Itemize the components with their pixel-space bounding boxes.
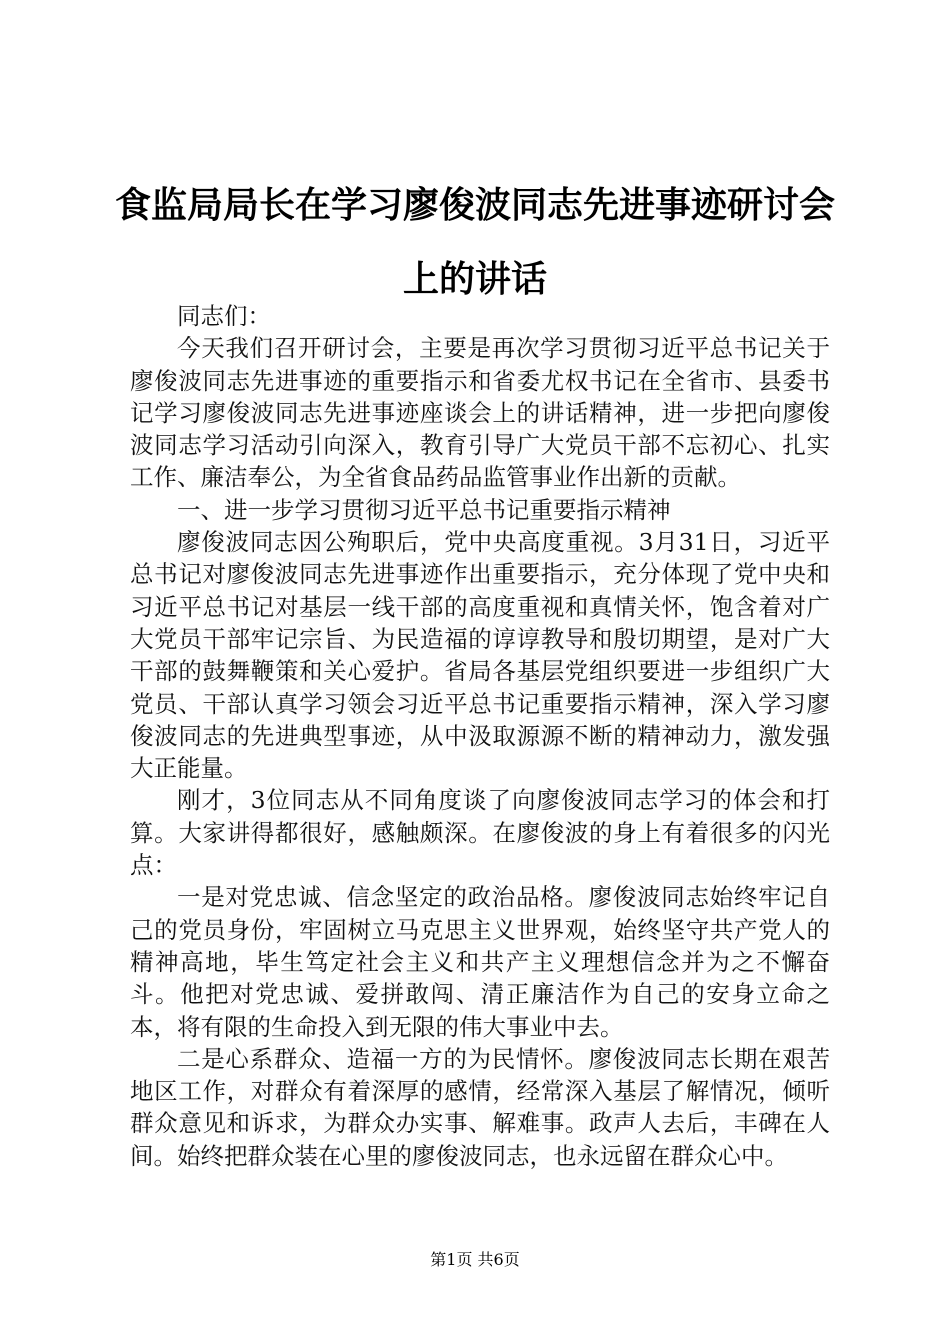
document-title: 食监局局长在学习廖俊波同志先进事迹研讨会上的讲话 — [114, 184, 835, 300]
document-body — [130, 300, 830, 1172]
page-footer: 第1页 共6页 — [430, 1250, 520, 1269]
paragraph: 今天我们召开研讨会，主要是再次学习贯彻习近平总书记关于廖俊波同志先进事迹的重要指示和省委尤权书记在全省市、县委书记学习廖俊波同志先进事迹座谈会上的讲话精神，进一步把向廖俊波同志学习活动引向深入，教育引导广大党员干部不忘初心、扎实工作、廉洁奉公，为全省食品药品监管事业作出新的贡献。 — [130, 334, 830, 492]
paragraph: 一是对党忠诚、信念坚定的政治品格。廖俊波同志始终牢记自己的党员身份，牢固树立马克思主义世界观，始终坚守共产党人的精神高地，毕生笃定社会主义和共产主义理想信念并为之不懈奋斗。他把对党忠诚、爱拼敢闯、清正廉洁作为自己的安身立命之本，将有限的生命投入到无限的伟大事业中去。 — [130, 883, 830, 1041]
paragraph: 刚才，3位同志从不同角度谈了向廖俊波同志学习的体会和打算。大家讲得都很好，感触颇深。在廖俊波的身上有着很多的闪光点： — [130, 786, 830, 880]
paragraph: 二是心系群众、造福一方的为民情怀。廖俊波同志长期在艰苦地区工作，对群众有着深厚的感情，经常深入基层了解情况，倾听群众意见和诉求，为群众办实事、解难事。政声人去后，丰碑在人间。始终把群众装在心里的廖俊波同志，也永远留在群众心中。 — [130, 1044, 830, 1170]
section-heading: 一、进一步学习贯彻习近平总书记重要指示精神 — [177, 495, 671, 524]
greeting: 同志们： — [177, 302, 271, 330]
paragraph: 廖俊波同志因公殉职后，党中央高度重视。3月31日，习近平总书记对廖俊波同志先进事迹作出重要指示，充分体现了党中央和习近平总书记对基层一线干部的高度重视和真情关怀，饱含着对广大党员干部牢记宗旨、为民造福的谆谆教导和殷切期望，是对广大干部的鼓舞鞭策和关心爱护。省局各基层党组织要进一步组织广大党员、干部认真学习领会习近平总书记重要指示精神，深入学习廖俊波同志的先进典型事迹，从中汲取源源不断的精神动力，激发强大正能量。 — [130, 528, 830, 783]
